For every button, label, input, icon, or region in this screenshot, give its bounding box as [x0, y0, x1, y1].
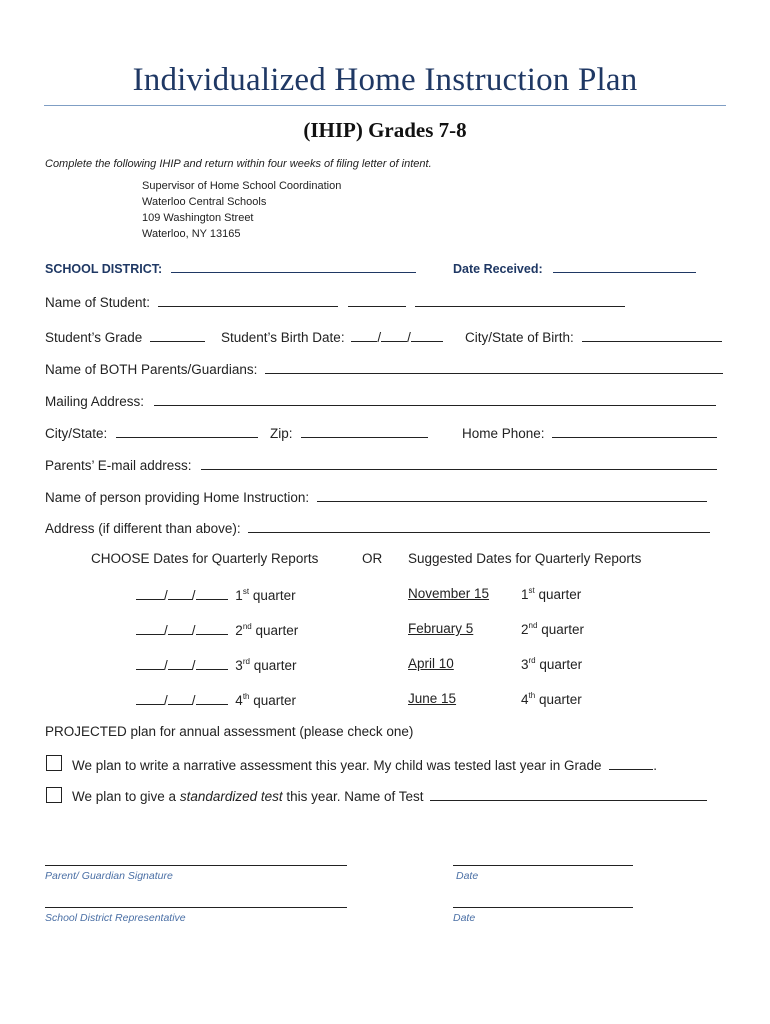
tested-grade-field[interactable]	[609, 756, 653, 770]
sq4-ordinal: 4	[521, 692, 529, 707]
choose-dates-heading: CHOOSE Dates for Quarterly Reports	[91, 551, 319, 566]
parents-label: Name of BOTH Parents/Guardians:	[45, 362, 258, 377]
school-district-field[interactable]	[171, 259, 416, 273]
q1-day-field[interactable]	[168, 586, 192, 600]
q4-ordinal-suffix: th	[242, 692, 250, 701]
test-name-field[interactable]	[430, 787, 707, 801]
q3-month-field[interactable]	[136, 656, 164, 670]
student-grade-field[interactable]	[150, 328, 205, 342]
q3-ordinal: 3	[235, 658, 243, 673]
mailing-address-label: Mailing Address:	[45, 394, 145, 409]
parent-signature-label: Parent/ Guardian Signature	[45, 870, 173, 882]
sq4-ordinal-suffix: th	[528, 691, 536, 700]
district-date-label: Date	[453, 912, 476, 924]
suggested-quarter-q3	[521, 656, 582, 672]
suggested-dates-heading: Suggested Dates for Quarterly Reports	[408, 551, 642, 566]
city-state-row	[45, 424, 258, 441]
narrative-assessment-row	[72, 756, 657, 773]
instructor-address-label: Address (if different than above):	[45, 521, 241, 536]
q1-quarter-word: quarter	[252, 588, 296, 603]
date-received-field[interactable]	[553, 259, 696, 273]
date-received-label: Date Received:	[453, 262, 543, 276]
address-line-4: Waterloo, NY 13165	[142, 228, 241, 240]
city-state-field[interactable]	[116, 424, 258, 438]
standardized-test-italic: standardized test	[179, 789, 283, 804]
date-received-row	[453, 259, 696, 278]
title-divider	[44, 105, 726, 106]
district-signature-line[interactable]	[45, 907, 347, 908]
page-title: Individualized Home Instruction Plan	[132, 62, 638, 98]
zip-label: Zip:	[270, 426, 293, 441]
birth-year-field[interactable]	[411, 328, 443, 342]
instructor-label: Name of person providing Home Instruction:	[45, 490, 310, 505]
parent-date-label: Date	[456, 870, 479, 882]
student-middle-name-field[interactable]	[348, 293, 406, 307]
q4-ordinal: 4	[235, 693, 243, 708]
birth-date-row: Student’s Birth Date: / /	[221, 328, 443, 345]
sq2-quarter-word: quarter	[541, 622, 584, 637]
address-line-2: Waterloo Central Schools	[142, 196, 267, 208]
page-subtitle: (IHIP) Grades 7-8	[303, 118, 467, 142]
parent-date-line[interactable]	[453, 865, 633, 866]
email-field[interactable]	[201, 456, 717, 470]
sq1-ordinal: 1	[521, 587, 529, 602]
instructor-field[interactable]	[317, 488, 707, 502]
parent-signature-line[interactable]	[45, 865, 347, 866]
birth-date-label: Student’s Birth Date:	[221, 330, 345, 345]
q2-year-field[interactable]	[196, 621, 228, 635]
sq3-ordinal: 3	[521, 657, 529, 672]
suggested-quarter-q2	[521, 621, 584, 637]
school-district-label: SCHOOL DISTRICT:	[45, 262, 163, 276]
parents-row	[45, 360, 723, 377]
sq1-quarter-word: quarter	[538, 587, 582, 602]
q2-quarter-word: quarter	[255, 623, 299, 638]
birth-place-label: City/State of Birth:	[465, 330, 574, 345]
q2-ordinal-suffix: nd	[242, 622, 252, 631]
q3-ordinal-suffix: rd	[242, 657, 250, 666]
student-name-label: Name of Student:	[45, 295, 151, 310]
q1-year-field[interactable]	[196, 586, 228, 600]
sq4-quarter-word: quarter	[538, 692, 582, 707]
q4-quarter-word: quarter	[253, 693, 297, 708]
q4-day-field[interactable]	[168, 691, 192, 705]
q1-ordinal: 1	[235, 588, 243, 603]
mailing-address-field[interactable]	[154, 392, 716, 406]
suggested-quarter-q1	[521, 586, 581, 602]
sq2-ordinal: 2	[521, 622, 529, 637]
standardized-test-pre: We plan to give a	[72, 789, 177, 804]
zip-field[interactable]	[301, 424, 428, 438]
email-label: Parents’ E-mail address:	[45, 458, 192, 473]
choose-date-q2: / / 2nd quarter	[136, 621, 298, 638]
student-last-name-field[interactable]	[415, 293, 625, 307]
q1-ordinal-suffix: st	[242, 587, 250, 596]
student-first-name-field[interactable]	[158, 293, 338, 307]
home-phone-row	[462, 424, 717, 441]
choose-date-q1: / / 1st quarter	[136, 586, 296, 603]
district-signature-label: School District Representative	[45, 912, 186, 924]
sq2-ordinal-suffix: nd	[528, 621, 538, 630]
q3-year-field[interactable]	[196, 656, 228, 670]
school-district-row	[45, 259, 416, 278]
student-grade-row	[45, 328, 205, 345]
student-grade-label: Student’s Grade	[45, 330, 143, 345]
birth-place-row	[465, 328, 722, 345]
assessment-heading: PROJECTED plan for annual assessment (please check one)	[45, 724, 414, 739]
birth-month-field[interactable]	[351, 328, 377, 342]
standardized-test-row	[72, 787, 707, 804]
narrative-assessment-checkbox[interactable]	[46, 755, 62, 771]
district-date-line[interactable]	[453, 907, 633, 908]
q1-month-field[interactable]	[136, 586, 164, 600]
q4-month-field[interactable]	[136, 691, 164, 705]
instructor-row	[45, 488, 707, 505]
q2-month-field[interactable]	[136, 621, 164, 635]
email-row	[45, 456, 717, 473]
suggested-quarter-q4	[521, 691, 582, 707]
address-line-1: Supervisor of Home School Coordination	[142, 180, 342, 192]
address-line-3: 109 Washington Street	[142, 212, 254, 224]
student-name-row	[45, 293, 625, 310]
instructor-address-field[interactable]	[248, 519, 710, 533]
sq1-ordinal-suffix: st	[528, 586, 535, 595]
home-phone-label: Home Phone:	[462, 426, 545, 441]
zip-row	[270, 424, 428, 441]
birth-place-field[interactable]	[582, 328, 722, 342]
suggested-date-q3: April 10	[408, 656, 454, 671]
city-state-label: City/State:	[45, 426, 108, 441]
instructor-address-row	[45, 519, 710, 536]
q2-day-field[interactable]	[168, 621, 192, 635]
standardized-test-post: this year. Name of Test	[286, 789, 424, 804]
parents-field[interactable]	[265, 360, 723, 374]
narrative-assessment-text: We plan to write a narrative assessment this year. My child was tested last year in Grade	[72, 758, 602, 773]
suggested-date-q4: June 15	[408, 691, 457, 706]
narrative-assessment-period: .	[653, 758, 658, 773]
q2-ordinal: 2	[235, 623, 243, 638]
q4-year-field[interactable]	[196, 691, 228, 705]
mailing-address-row	[45, 392, 716, 409]
choose-date-q4: / / 4th quarter	[136, 691, 296, 708]
choose-date-q3: / / 3rd quarter	[136, 656, 296, 673]
instructions-text: Complete the following IHIP and return within four weeks of filing letter of intent.	[45, 158, 432, 170]
birth-day-field[interactable]	[381, 328, 407, 342]
sq3-ordinal-suffix: rd	[528, 656, 536, 665]
home-phone-field[interactable]	[552, 424, 717, 438]
standardized-test-checkbox[interactable]	[46, 787, 62, 803]
sq3-quarter-word: quarter	[539, 657, 583, 672]
suggested-date-q2: February 5	[408, 621, 474, 636]
suggested-date-q1: November 15	[408, 586, 490, 601]
q3-day-field[interactable]	[168, 656, 192, 670]
or-text: OR	[362, 551, 383, 566]
q3-quarter-word: quarter	[253, 658, 297, 673]
